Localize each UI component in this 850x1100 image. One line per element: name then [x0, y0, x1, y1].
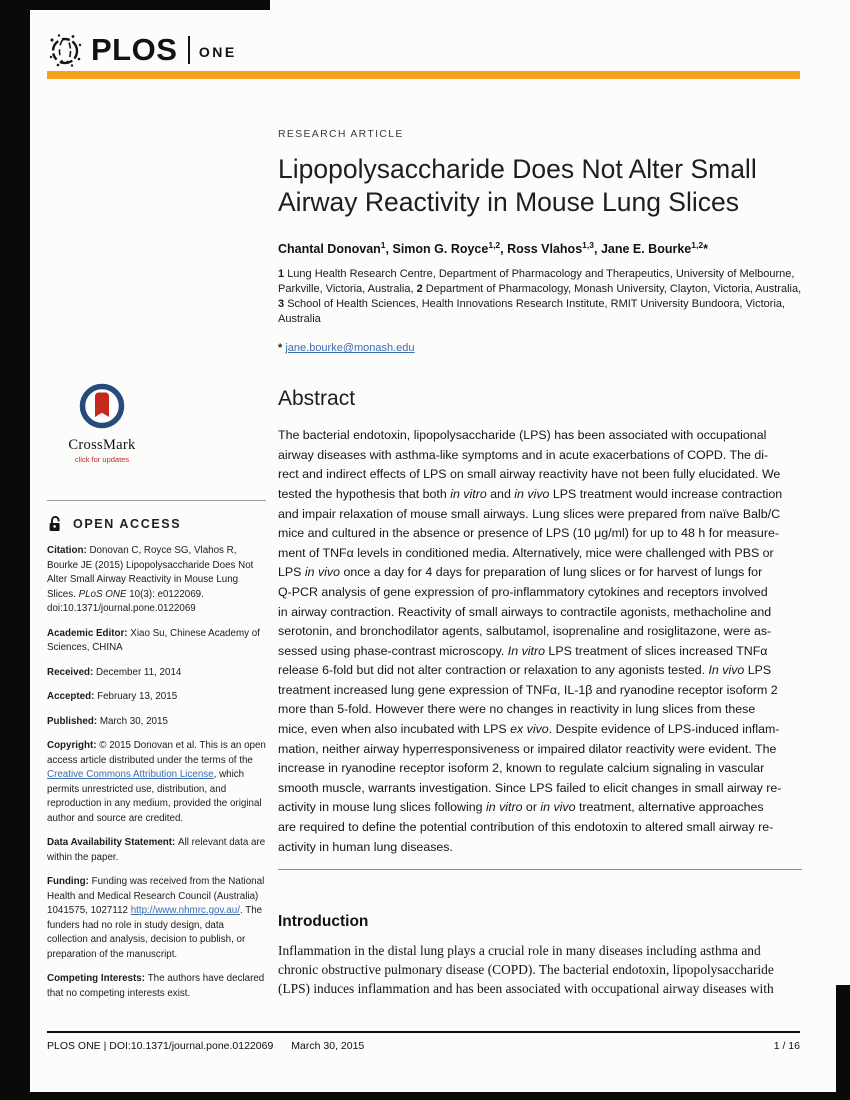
text-segment: , — [385, 242, 393, 257]
text-line: airway diseases with asthma-like symptoms and in acute exacerbations of COPD. The di- — [278, 447, 769, 462]
introduction-heading: Introduction — [278, 913, 369, 931]
funding-note — [47, 875, 266, 962]
open-lock-icon — [47, 515, 64, 532]
text-line: chronic obstructive pulmonary disease (COPD). The bacterial endotoxin, lipopolysaccharide — [278, 962, 774, 978]
text-segment: . The funders had no role in study design, data collection and analysis, decision to publish, or preparation of the manuscript. — [47, 905, 263, 960]
text-line: increase in ryanodine receptor isoform 2, known to regulate calcium signaling in vascular — [278, 761, 765, 776]
competing-interests-note — [47, 972, 266, 1001]
header-accent-bar — [47, 71, 800, 79]
abstract-text — [278, 426, 802, 857]
crossmark-badge[interactable] — [53, 382, 151, 464]
text-line: Q-PCR analysis of gene expression of pro-inflammatory cytokines and receptors involved — [278, 584, 768, 599]
text-segment: Ross Vlahos — [507, 242, 583, 257]
article-title: Lipopolysaccharide Does Not Alter Small Airway Reactivity in Mouse Lung Slices — [278, 154, 757, 217]
text-line: smooth muscle, warrants investigation. Since LPS failed to elicit changes in small airway re- — [278, 780, 782, 795]
text-segment: Data Availability Statement: — [47, 837, 179, 848]
text-line: LPS in vivo once a day for 4 days for preparation of lung slices or for harvest of lungs for — [278, 565, 763, 580]
article-sidebar — [47, 382, 266, 1001]
text-segment: 1 — [380, 240, 386, 250]
text-segment: 2 — [416, 283, 426, 296]
text-segment: Donovan C, Royce SG, Vlahos R, Bourke JE (2015) Lipopolysaccharide Does Not Alter Small Airway Reactivity in Mouse Lung Slices. — [47, 545, 254, 600]
text-line: treatment increased lung gene expression of TNFα, IL-1β and ryanodine receptor isoform 2 — [278, 682, 778, 697]
abstract-divider — [278, 869, 802, 870]
text-segment: Department of Pharmacology, Monash University, Clayton, Victoria, Australia, — [425, 283, 802, 296]
academic-editor-note — [47, 627, 266, 656]
text-line: activity in human lung diseases. — [278, 839, 453, 854]
page-footer — [47, 1040, 800, 1052]
link[interactable]: Creative Commons Attribution License — [47, 769, 214, 780]
text-segment: Jane E. Bourke — [600, 242, 692, 257]
text-segment: March 30, 2015 — [99, 715, 168, 727]
sidebar-metadata-blocks — [47, 544, 266, 1001]
text-segment: 3 — [278, 298, 288, 311]
text-line: rect and indirect effects of LPS on small airway reactivity have not been fully elucidated. We — [278, 467, 781, 482]
footer-doi: PLOS ONE | DOI:10.1371/journal.pone.0122069 — [47, 1040, 274, 1052]
plos-one-logo — [47, 32, 237, 68]
text-segment: 1,3 — [582, 240, 594, 250]
text-segment: Received: — [47, 666, 97, 678]
author-list — [278, 240, 802, 256]
open-access-label: OPEN ACCESS — [73, 516, 182, 531]
page-edge-bottom — [0, 1092, 850, 1100]
footer-citation — [47, 1040, 364, 1052]
text-segment: Copyright: — [47, 740, 100, 751]
sidebar-divider — [47, 500, 266, 501]
text-segment: Competing Interests: — [47, 973, 148, 984]
abstract-heading: Abstract — [278, 387, 356, 411]
text-segment: The authors have declared that no competing interests exist. — [47, 973, 265, 999]
text-segment: Academic Editor: — [47, 627, 131, 639]
text-segment: © 2015 Donovan et al. This is an open access article distributed under the terms of the — [47, 740, 266, 766]
text-segment: , — [500, 242, 508, 257]
text-line: tested the hypothesis that both in vitro and in vivo LPS treatment would increase contraction — [278, 486, 783, 501]
text-line: sessed using phase-contrast microscopy. In vitro LPS treatment of slices increased TNFα — [278, 643, 768, 658]
accepted-note — [47, 690, 266, 705]
text-line: ment of TNFα levels in conditioned media. Alternatively, mice were challenged with PBS or — [278, 545, 774, 560]
footer-date: March 30, 2015 — [291, 1040, 365, 1052]
text-line: more than 5-fold. However there were no changes in reactivity in lung slices from these — [278, 702, 756, 717]
published-note — [47, 715, 266, 730]
text-segment: Funding: — [47, 876, 92, 887]
plos-wordmark: PLOS — [91, 32, 178, 67]
plos-globe-icon — [47, 32, 83, 68]
article-main-column — [278, 128, 802, 999]
affiliations — [278, 267, 802, 327]
page-edge-left — [0, 0, 30, 1100]
crossmark-subtitle: click for updates — [74, 455, 130, 464]
text-segment: Simon G. Royce — [392, 242, 489, 257]
text-segment: * — [278, 342, 286, 355]
introduction-text — [278, 942, 802, 998]
corresponding-author-email — [278, 342, 802, 354]
text-line: mation, neither airway hyperresponsiveness or impaired dilator reactivity were evident. The — [278, 741, 777, 756]
copyright-note — [47, 739, 266, 826]
text-line: mice and cultured in the absence or presence of LPS (10 μg/ml) for up to 48 h for measure- — [278, 526, 779, 541]
open-access-banner — [47, 515, 266, 532]
text-segment: Lung Health Research Centre, Department of Pharmacology and Therapeutics, University of Melbourne, Parkville, Victoria, Australia, — [278, 268, 795, 296]
text-segment: Funding was received from the National Health and Medical Research Council (Australia) 1041575, 1027112 — [47, 876, 265, 916]
text-segment: 1,2 — [691, 240, 704, 250]
text-segment: , which permits unrestricted use, distribution, and reproduction in any medium, provided the original author and source are credited. — [47, 769, 262, 824]
text-segment: All relevant data are within the paper. — [47, 837, 266, 863]
text-segment: December 11, 2014 — [96, 666, 182, 678]
text-segment: School of Health Sciences, Health Innovations Research Institute, RMIT University Bundoora, Victoria, Australia — [278, 298, 786, 326]
text-line: in airway contraction. Reactivity of small airways to contractile agonists, methacholine and — [278, 604, 772, 619]
text-segment: Xiao Su, Chinese Academy of Sciences, CHINA — [47, 627, 260, 653]
text-segment: Chantal Donovan — [278, 242, 381, 257]
page-edge-right — [836, 985, 850, 1100]
link[interactable]: jane.bourke@monash.edu — [285, 342, 415, 355]
page-edge-top — [0, 0, 270, 10]
crossmark-label: CrossMark — [68, 437, 136, 453]
text-segment: 10(3): e0122069. doi:10.1371/journal.pone.0122069 — [47, 588, 204, 614]
footer-divider — [47, 1031, 800, 1033]
text-line: and impair relaxation of mouse small airways. Lung slices were prepared from naïve Balb/C — [278, 506, 781, 521]
text-line: (LPS) induces inflammation and has been associated with occupational airway diseases with — [278, 980, 774, 996]
text-line: release 6-fold but did not alter contraction or relaxation to any agonists tested. In vivo LPS — [278, 663, 772, 678]
text-line: The bacterial endotoxin, lipopolysaccharide (LPS) has been associated with occupational — [278, 428, 767, 443]
text-segment: PLoS ONE — [78, 588, 127, 600]
text-segment: 1 — [278, 268, 288, 281]
text-line: mice, even when also incubated with LPS ex vivo. Despite evidence of LPS-induced inflam- — [278, 722, 780, 737]
article-type-kicker: RESEARCH ARTICLE — [278, 128, 404, 140]
text-segment: Published: — [47, 715, 100, 727]
data-availability-note — [47, 836, 266, 865]
logo-divider — [188, 36, 190, 64]
text-segment: February 13, 2015 — [97, 691, 178, 702]
text-segment: , — [593, 242, 601, 257]
text-line: serotonin, and bronchodilator agents, salbutamol, isoprenaline and rosiglitazone, were as- — [278, 624, 772, 639]
one-wordmark: ONE — [198, 43, 237, 60]
citation-note — [47, 544, 266, 617]
footer-page-number: 1 / 16 — [773, 1040, 800, 1052]
text-line: Inflammation in the distal lung plays a crucial role in many diseases including asthma and — [278, 943, 761, 959]
text-segment: * — [703, 242, 708, 257]
link[interactable]: http://www.nhmrc.gov.au/ — [130, 905, 240, 916]
crossmark-icon — [78, 382, 126, 430]
received-note — [47, 666, 266, 681]
text-segment: 1,2 — [488, 240, 501, 250]
text-line: are required to define the potential contribution of this endotoxin to altered small airway re- — [278, 820, 774, 835]
text-line: activity in mouse lung slices following in vitro or in vivo treatment, alternative approaches — [278, 800, 764, 815]
text-segment: Citation: — [47, 545, 90, 556]
text-segment: Accepted: — [47, 691, 98, 702]
